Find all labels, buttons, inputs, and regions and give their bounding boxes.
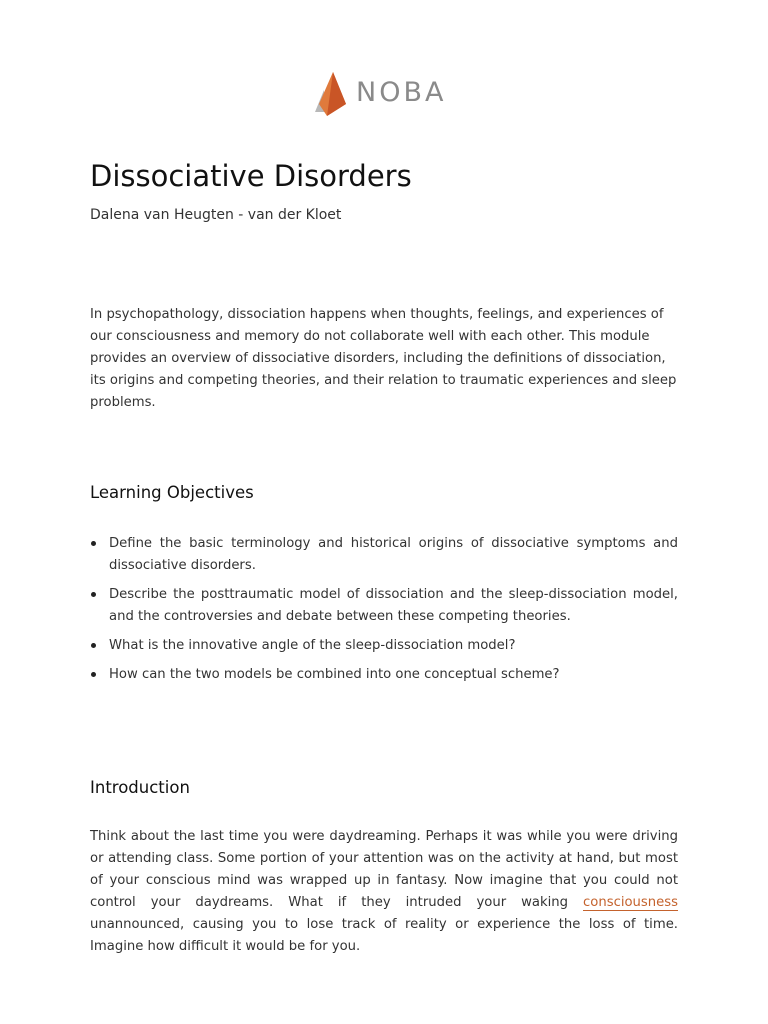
list-item	[90, 584, 678, 628]
list-item-text: Define the basic terminology and historical origins of dissociative symptoms and dissociative disorders.	[109, 536, 678, 573]
abstract-paragraph: In psychopathology, dissociation happens when thoughts, feelings, and experiences of our consciousness and memory do not collaborate well with each other. This module provides an overview of dissociative disorders, including the definitions of dissociation, its origins and competing theories, and their relation to traumatic experiences and sleep problems.	[90, 307, 677, 410]
list-item-text: What is the innovative angle of the sleep-dissociation model?	[109, 638, 516, 653]
page-title: Dissociative Disorders	[90, 159, 412, 193]
bullet-icon	[91, 672, 96, 677]
consciousness-term-link[interactable]: consciousness	[583, 895, 678, 910]
noba-logo	[313, 70, 446, 116]
bullet-icon	[91, 643, 96, 648]
list-item-text: How can the two models be combined into one conceptual scheme?	[109, 667, 560, 682]
author-name: Dalena van Heugten - van der Kloet	[90, 207, 342, 223]
list-item	[90, 635, 678, 657]
list-item-text: Describe the posttraumatic model of dissociation and the sleep-dissociation model, and the controversies and debate between these competing theories.	[109, 587, 678, 624]
introduction-heading: Introduction	[90, 778, 190, 797]
intro-text-start: Think about the last time you were daydreaming. Perhaps it was while you were driving or attending class. Some portion of your attention was on the activity at hand, but most of your conscious mind was wrapped up in fantasy. Now imagine that you could not control your daydreams. What if they intruded your waking	[90, 829, 678, 910]
list-item	[90, 533, 678, 577]
noba-flame-logo-icon	[313, 70, 347, 116]
list-item	[90, 664, 678, 686]
logo-wordmark: NOBA	[356, 77, 447, 108]
bullet-icon	[91, 592, 96, 597]
learning-objectives-list	[90, 533, 678, 693]
learning-objectives-heading: Learning Objectives	[90, 483, 254, 502]
bullet-icon	[91, 541, 96, 546]
introduction-paragraph	[90, 826, 678, 958]
intro-text-end: unannounced, causing you to lose track of reality or experience the loss of time. Imagine how difficult it would be for you.	[90, 917, 678, 954]
